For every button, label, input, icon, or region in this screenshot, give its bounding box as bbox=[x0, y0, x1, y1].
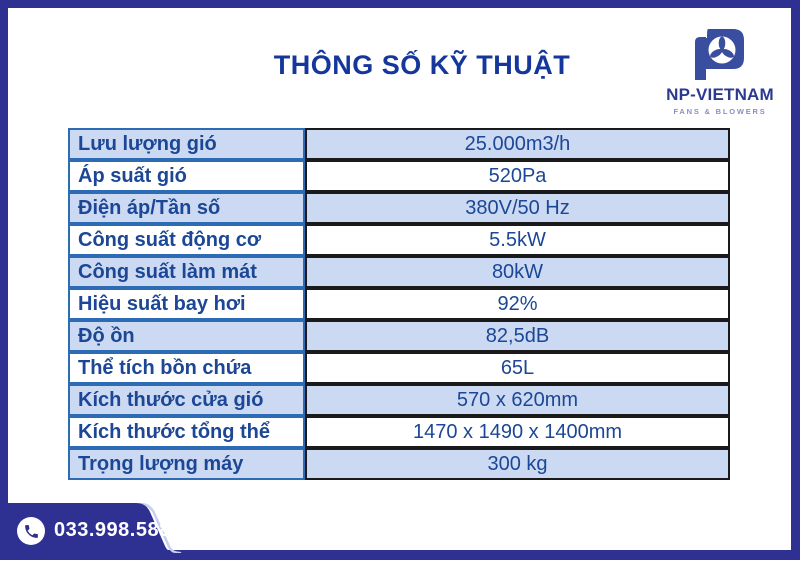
table-row bbox=[68, 416, 730, 448]
spec-value: 300 kg bbox=[305, 448, 730, 480]
phone-number: 033.998.5885 bbox=[54, 519, 183, 541]
table-row bbox=[68, 448, 730, 480]
spec-label: Thể tích bồn chứa bbox=[68, 352, 305, 384]
spec-label: Công suất làm mát bbox=[68, 256, 305, 288]
fan-logo-icon bbox=[694, 26, 746, 83]
spec-table bbox=[68, 128, 730, 480]
brand-name: NP-VIETNAM bbox=[666, 85, 774, 104]
table-row bbox=[68, 160, 730, 192]
spec-label: Độ ồn bbox=[68, 320, 305, 352]
table-row bbox=[68, 352, 730, 384]
table-row bbox=[68, 320, 730, 352]
spec-label: Kích thước tổng thể bbox=[68, 416, 305, 448]
phone-icon bbox=[23, 523, 40, 540]
spec-label: Công suất động cơ bbox=[68, 224, 305, 256]
spec-value: 65L bbox=[305, 352, 730, 384]
spec-value: 25.000m3/h bbox=[305, 128, 730, 160]
spec-label: Lưu lượng gió bbox=[68, 128, 305, 160]
spec-value: 92% bbox=[305, 288, 730, 320]
spec-label: Trọng lượng máy bbox=[68, 448, 305, 480]
spec-value: 1470 x 1490 x 1400mm bbox=[305, 416, 730, 448]
brand-logo bbox=[655, 26, 785, 116]
spec-value: 570 x 620mm bbox=[305, 384, 730, 416]
spec-value: 380V/50 Hz bbox=[305, 192, 730, 224]
spec-value: 80kW bbox=[305, 256, 730, 288]
table-row bbox=[68, 288, 730, 320]
page-title: THÔNG SỐ KỸ THUẬT bbox=[273, 50, 571, 80]
table-row bbox=[68, 224, 730, 256]
spec-label: Áp suất gió bbox=[68, 160, 305, 192]
spec-value: 520Pa bbox=[305, 160, 730, 192]
table-row bbox=[68, 192, 730, 224]
spec-label: Kích thước cửa gió bbox=[68, 384, 305, 416]
table-row bbox=[68, 384, 730, 416]
table-row bbox=[68, 128, 730, 160]
call-circle bbox=[17, 517, 45, 545]
spec-value: 82,5dB bbox=[305, 320, 730, 352]
spec-label: Điện áp/Tần số bbox=[68, 192, 305, 224]
table-row bbox=[68, 256, 730, 288]
spec-label: Hiệu suất bay hơi bbox=[68, 288, 305, 320]
brand-tagline: FANS & BLOWERS bbox=[673, 107, 767, 116]
spec-value: 5.5kW bbox=[305, 224, 730, 256]
